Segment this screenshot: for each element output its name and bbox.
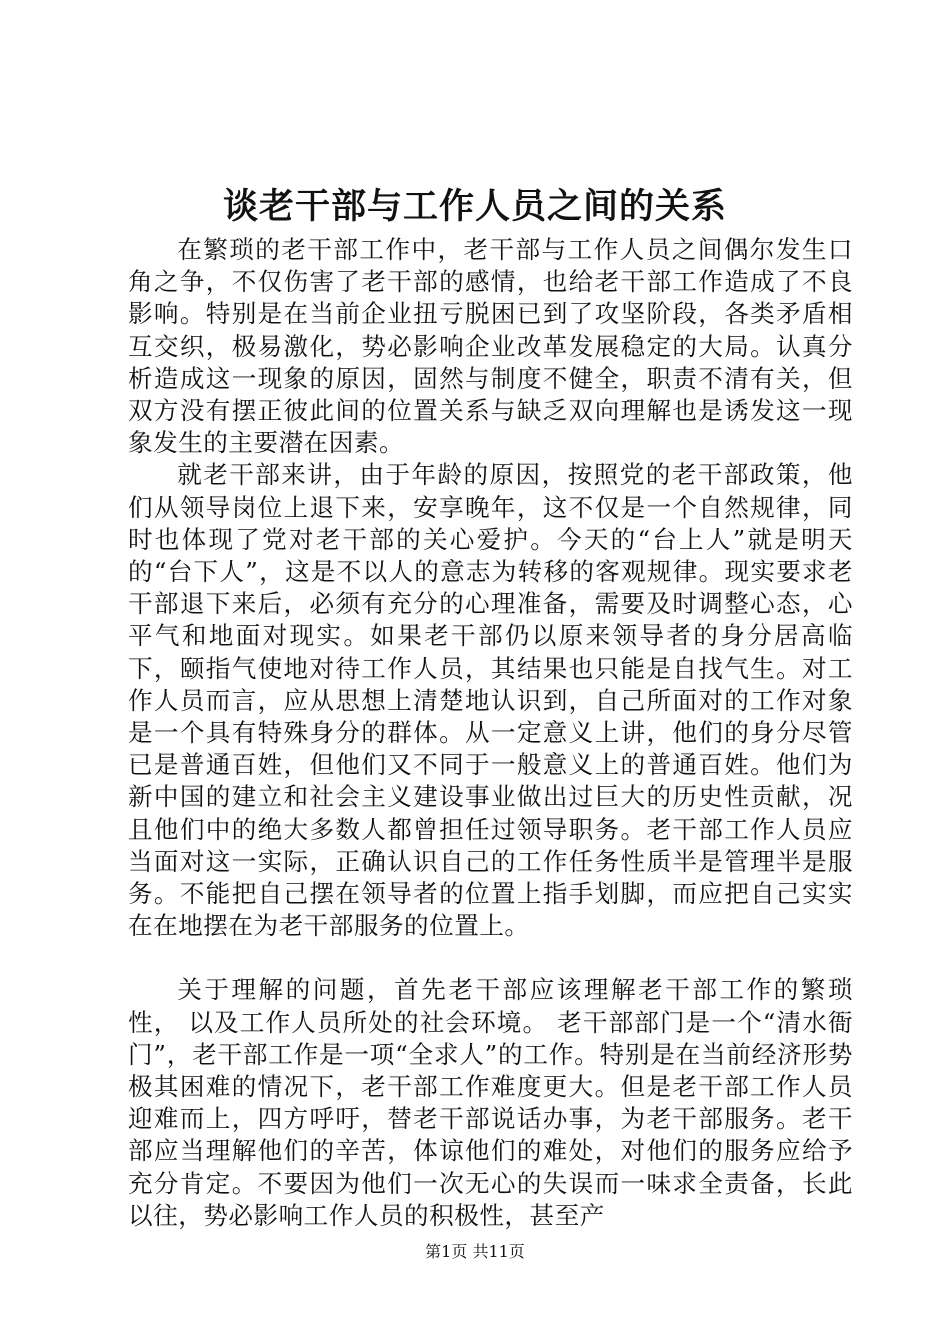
paragraph-3: 关于理解的问题，首先老干部应该理解老干部工作的繁琐性， 以及工作人员所处的社会环境。 老干部部门是一个“清水衙门”，老干部工作是一项“全求人”的工作。特别是在当前经济形势极其困难的情况下，老干部工作难度更大。但是老干部工作人员迎难而上，四方呼吁，替老干部说话办事，为老干部服务。老干部应当理解他们的辛苦，体谅他们的难处，对他们的服务应给予充分肯定。不要因为他们一次无心的失误而一味求全责备，长此以往，势必影响工作人员的积极性，甚至产 xyxy=(128,975,853,1230)
paragraph-2: 就老干部来讲，由于年龄的原因，按照党的老干部政策，他们从领导岗位上退下来，安享晚年，这不仅是一个自然规律，同时也体现了党对老干部的关心爱护。今天的“台上人”就是明天的“台下人”，这是不以人的意志为转移的客观规律。现实要求老干部退下来后，必须有充分的心理准备，需要及时调整心态，心平气和地面对现实。如果老干部仍以原来领导者的身分居高临下，颐指气使地对待工作人员，其结果也只能是自找气生。对工作人员而言，应从思想上清楚地认识到，自己所面对的工作对象是一个具有特殊身分的群体。从一定意义上讲，他们的身分尽管已是普通百姓，但他们又不同于一般意义上的普通百姓。他们为新中国的建立和社会主义建设事业做出过巨大的历史性贡献，况且他们中的绝大多数人都曾担任过领导职务。老干部工作人员应当面对这一实际，正确认识自己的工作任务性质半是管理半是服务。不能把自己摆在领导者的位置上指手划脚，而应把自己实实在在地摆在为老干部服务的位置上。 xyxy=(128,460,853,941)
page-number-footer: 第1页 共11页 xyxy=(425,1242,525,1261)
document-body xyxy=(128,234,853,1232)
document-title: 谈老干部与工作人员之间的关系 xyxy=(222,186,727,227)
paragraph-1: 在繁琐的老干部工作中，老干部与工作人员之间偶尔发生口角之争，不仅伤害了老干部的感情，也给老干部工作造成了不良影响。特别是在当前企业扭亏脱困已到了攻坚阶段，各类矛盾相互交织，极易激化，势必影响企业改革发展稳定的大局。认真分析造成这一现象的原因，固然与制度不健全，职责不清有关，但双方没有摆正彼此间的位置关系与缺乏双向理解也是诱发这一现象发生的主要潜在因素。 xyxy=(128,235,853,458)
